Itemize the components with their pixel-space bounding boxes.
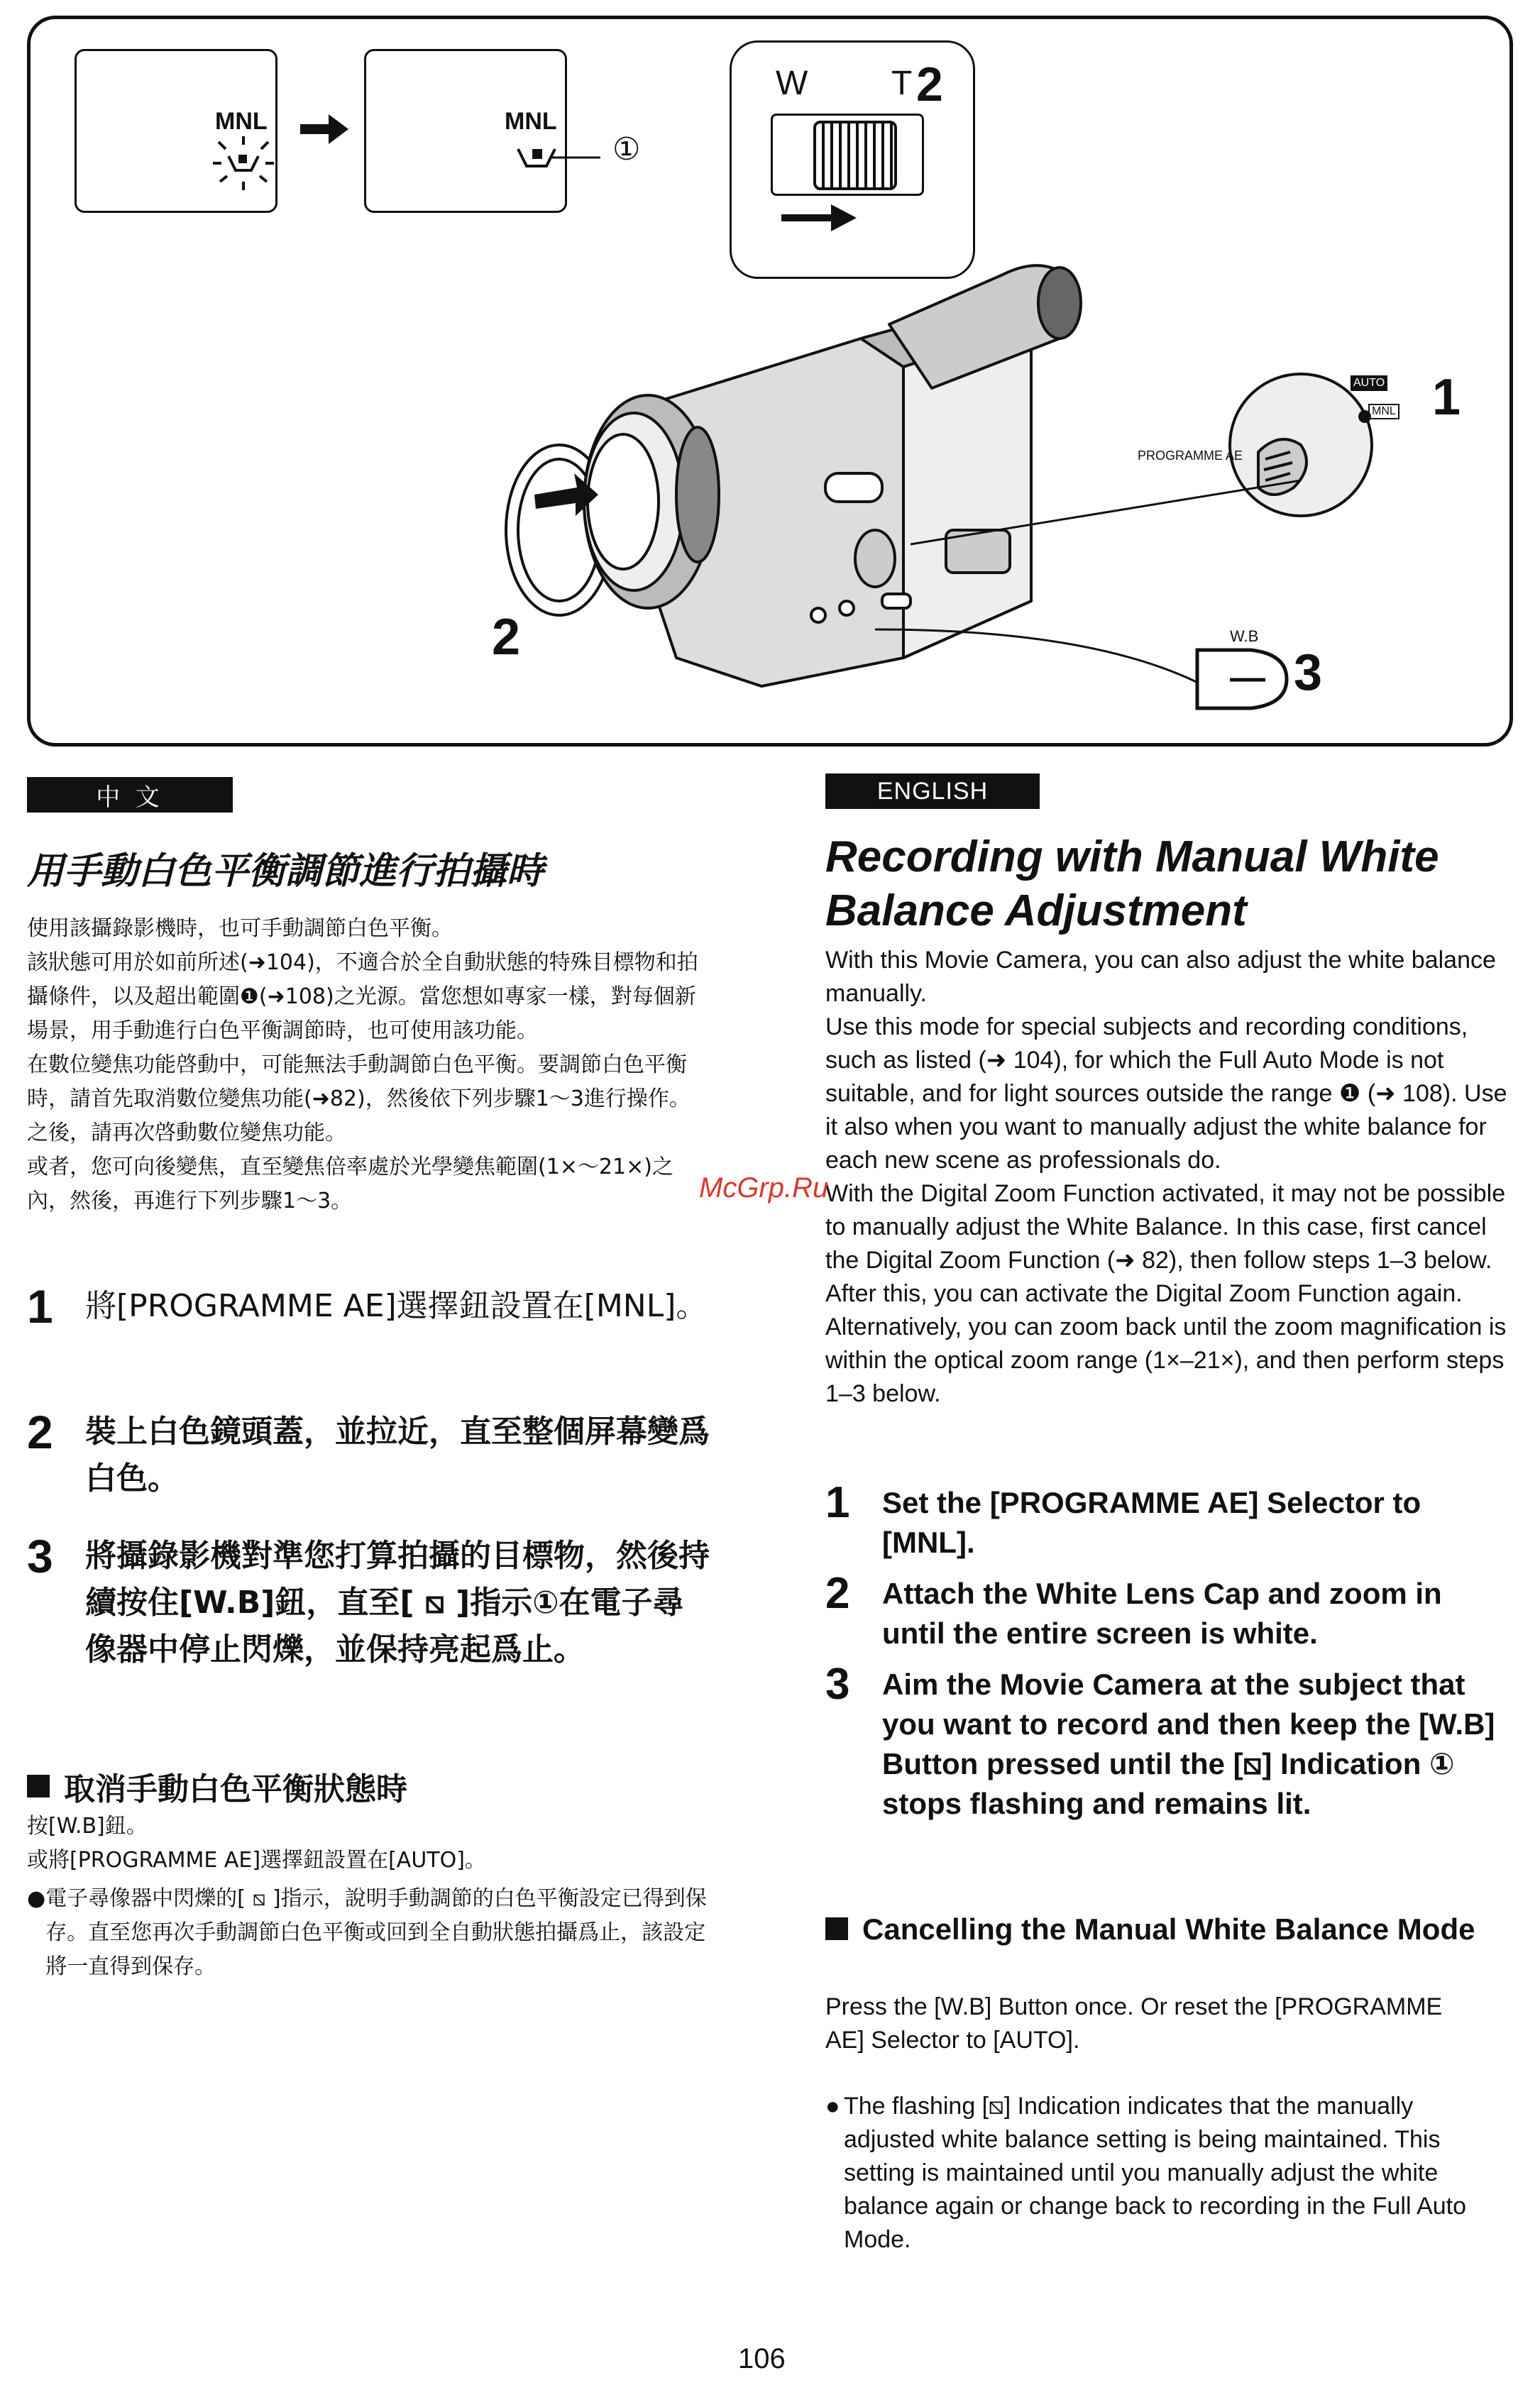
zoom-tele-label: T bbox=[891, 65, 913, 102]
cancel-line: 或將[PROGRAMME AE]選擇鈕設置在[AUTO]。 bbox=[27, 1848, 486, 1873]
arrow-right-icon bbox=[781, 200, 859, 236]
step-number: 2 bbox=[27, 1406, 53, 1458]
english-paragraph: With this Movie Camera, you can also adjust the white balance manually. bbox=[825, 947, 1496, 1007]
wb-button-icon bbox=[1194, 647, 1294, 711]
chinese-paragraph: 在數位變焦功能啓動中，可能無法手動調節白色平衡。要調節白色平衡時，請首先取消數位變焦功能(➜82)，然後依下列步驟1～3進行操作。之後，請再次啓動數位變焦功能。 bbox=[27, 1052, 691, 1145]
english-note bbox=[825, 2090, 1507, 2257]
cancel-line: 按[W.B]鈕。 bbox=[27, 1814, 148, 1839]
chinese-note bbox=[27, 1882, 708, 1984]
chinese-step-3 bbox=[27, 1530, 722, 1673]
dial-mnl-label: MNL bbox=[1368, 404, 1399, 419]
english-step-1 bbox=[825, 1478, 1521, 1563]
cancel-heading-text: Cancelling the Manual White Balance Mode bbox=[862, 1912, 1475, 1946]
step-number: 1 bbox=[825, 1478, 850, 1527]
chinese-step-1 bbox=[27, 1280, 722, 1333]
bullet-dot-icon: ● bbox=[825, 2093, 840, 2120]
viewfinder-display-flashing bbox=[75, 49, 277, 213]
bullet-dot-icon: ● bbox=[27, 1886, 46, 1911]
wb-button-label: W.B bbox=[1230, 627, 1259, 645]
white-balance-flashing-icon bbox=[211, 135, 275, 192]
page-number: 106 bbox=[738, 2343, 786, 2374]
mnl-indicator-text: MNL bbox=[505, 108, 557, 135]
english-title bbox=[825, 830, 1528, 938]
zoom-wide-label: W bbox=[776, 65, 808, 102]
chinese-paragraph: 或者，您可向後變焦，直至變焦倍率處於光學變焦範圍(1×～21×)之內，然後，再進行下列步驟1～3。 bbox=[27, 1155, 673, 1213]
chinese-step-2 bbox=[27, 1406, 722, 1502]
chinese-intro bbox=[27, 912, 708, 1218]
square-bullet-icon bbox=[825, 1917, 848, 1940]
chinese-section-label: 中 文 bbox=[27, 777, 233, 813]
english-cancel-text: Press the [W.B] Button once. Or reset the [PROGRAMME AE] Selector to [AUTO]. bbox=[825, 1993, 1443, 2054]
viewfinder-display-lit bbox=[364, 49, 567, 213]
leader-line bbox=[875, 615, 1201, 693]
step-number: 3 bbox=[825, 1660, 850, 1709]
mnl-indicator-text: MNL bbox=[215, 108, 268, 135]
note-text: The flashing [⧅] Indication indicates that the manually adjusted white balance setting is being maintained. This setting is maintained until you manually adjust the white balance again or change back to recording in the Full Auto Mode. bbox=[844, 2093, 1467, 2253]
step-1-label: 1 bbox=[1432, 369, 1461, 426]
leader-line bbox=[911, 459, 1308, 551]
watermark: McGrp.Ru bbox=[699, 1172, 829, 1204]
step-text: 裝上白色鏡頭蓋，並拉近，直至整個屏幕變爲白色。 bbox=[85, 1414, 710, 1497]
step-2-label: 2 bbox=[492, 609, 521, 666]
english-intro bbox=[825, 944, 1521, 1411]
step-text: 將攝錄影機對準您打算拍攝的目標物，然後持續按住[W.B]鈕，直至[ ⧅ ]指示①在電子尋像器中停止閃爍，並保持亮起爲止。 bbox=[85, 1538, 710, 1668]
step-2-label: 2 bbox=[916, 57, 943, 111]
chinese-cancel-text bbox=[27, 1810, 722, 1878]
english-paragraph: With the Digital Zoom Function activated, it may not be possible to manually adjust the White Balance. In this case, first cancel the Digital Zoom Function (➜ 82), then follow steps 1–3 below. After this, you can activate the Digital Zoom Function again. bbox=[825, 1180, 1506, 1307]
chinese-paragraph: 該狀態可用於如前所述(➜104)，不適合於全自動狀態的特殊目標物和拍攝條件，以及超出範圍❶(➜108)之光源。當您想如專家一樣，對每個新場景，用手動進行白色平衡調節時，也可使用該功能。 bbox=[27, 950, 698, 1043]
english-cancel-heading bbox=[825, 1909, 1521, 1950]
step-number: 3 bbox=[27, 1530, 53, 1582]
cancel-heading-text: 取消手動白色平衡狀態時 bbox=[64, 1771, 407, 1807]
step-text: Attach the White Lens Cap and zoom in until the entire screen is white. bbox=[882, 1577, 1442, 1650]
english-step-3 bbox=[825, 1660, 1521, 1824]
note-text: 電子尋像器中閃爍的[ ⧅ ]指示，說明手動調節的白色平衡設定已得到保存。直至您再次手動調節白色平衡或回到全自動狀態拍攝爲止，該設定將一直得到保存。 bbox=[45, 1886, 707, 1979]
callout-number-one: ① bbox=[612, 132, 641, 167]
english-paragraph: Use this mode for special subjects and recording conditions, such as listed (➜ 104), for which the Full Auto Mode is not suitable, and for light sources outside the range ❶ (➜ 108). Use it also when you want to manually adjust the white balance for each new scene as professionals do. bbox=[825, 1013, 1507, 1174]
english-section-label: ENGLISH bbox=[825, 773, 1040, 809]
zoom-lever-knob bbox=[813, 121, 897, 190]
step-text: 將[PROGRAMME AE]選擇鈕設置在[MNL]。 bbox=[85, 1288, 708, 1324]
step-3-label: 3 bbox=[1294, 644, 1323, 701]
title-line: Balance Adjustment bbox=[825, 886, 1247, 935]
chinese-paragraph: 使用該攝錄影機時，也可手動調節白色平衡。 bbox=[27, 916, 453, 941]
step-text: Set the [PROGRAMME AE] Selector to [MNL]. bbox=[882, 1486, 1421, 1559]
english-step-2 bbox=[825, 1569, 1521, 1653]
callout-leader-line bbox=[552, 150, 602, 165]
title-line: Recording with Manual White bbox=[825, 832, 1439, 881]
step-number: 2 bbox=[825, 1569, 850, 1618]
step-text: Aim the Movie Camera at the subject that you want to record and then keep the [W.B] Button pressed until the [⧅] Indication ① stops flashing and remains lit. bbox=[882, 1668, 1495, 1820]
programme-ae-label: PROGRAMME AE bbox=[1138, 448, 1243, 463]
chinese-cancel-heading bbox=[27, 1763, 722, 1809]
white-balance-icon bbox=[515, 143, 558, 172]
illustration-panel bbox=[27, 16, 1513, 747]
chinese-title: 用手動白色平衡調節進行拍攝時 bbox=[27, 850, 544, 893]
zoom-lever-callout bbox=[730, 40, 975, 279]
step-number: 1 bbox=[27, 1280, 53, 1333]
dial-auto-label: AUTO bbox=[1351, 375, 1387, 391]
square-bullet-icon bbox=[27, 1775, 50, 1797]
english-paragraph: Alternatively, you can zoom back until the zoom magnification is within the optical zoom range (1×–21×), and then perform steps 1–3 below. bbox=[825, 1314, 1507, 1407]
arrow-right-icon bbox=[300, 111, 350, 147]
